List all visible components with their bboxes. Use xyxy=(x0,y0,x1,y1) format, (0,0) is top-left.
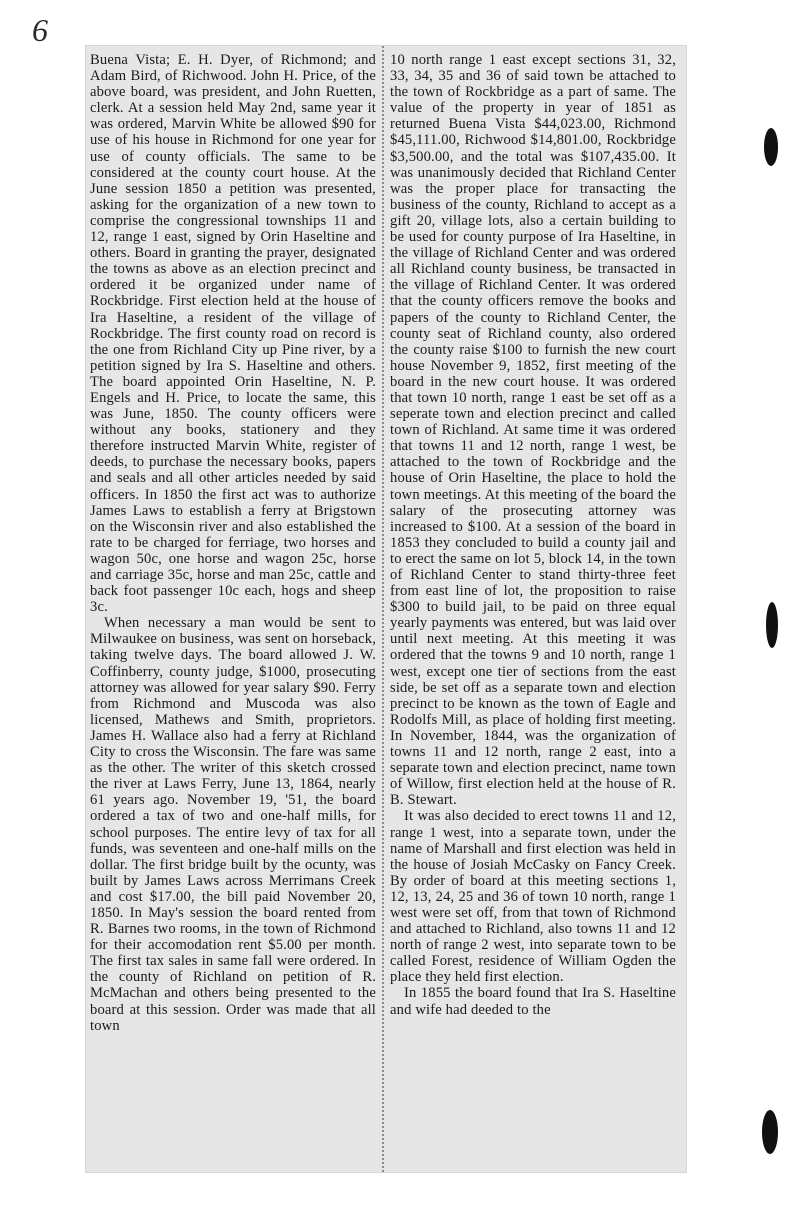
right-paragraph-1: 10 north range 1 east except sections 31, 32, 33, 34, 35 and 36 of said town be attached to the town of Rockbridge as a part of same. The value of the property in year of 1851 as returned Buena Vista $44,023.00, Richmond $45,111.00, Richwood $14,801.00, Rockbridge $3,500.00, and the total was $107,435.00. It was unanimously decided that Richland Center was the proper place for transacting the business of the county, Richland to accept as a gift 20, village lots, also a certain building to be used for county purpose of Ira Haseltine, in the village of Richland Center and was ordered all Richland county business, be transacted in the village of Richland Center. It was ordered that the county officers remove the books and papers of the county to Richland Center, the county seat of Richland county, also ordered the county raise $100 to furnish the new court house November 9, 1852, first meeting of the board in the new court house. It was ordered that town 10 north, range 1 east be set off as a seperate town and election precinct and called town of Richland. At same time it was ordered that towns 11 and 12 north, range 1 west, be attached to the town of Rockbridge and the house of Orin Haseltine, the place to hold the town meetings. At this meeting of the board the salary of the prosecuting attorney was increased to $100. At a session of the board in 1853 they concluded to build a county jail and to erect the same on lot 5, block 14, in the town of Richland Center to stand thirty-three feet from east line of lot, the proposition to raise $300 to build jail, to be paid on three equal yearly payments was entered, but was laid over until next meeting. At this meeting it was ordered that the towns 9 and 10 north, range 1 west, except one tier of sections from the east side, be set off as a separate town and election precinct to be known as the town of Eagle and Rodolfs Mill, as place of holding first meeting. In November, 1844, was the organization of towns 11 and 12 north, range 2 east, into a separate town and election precinct, name town of Willow, first election held at the house of R. B. Stewart. xyxy=(390,52,676,809)
left-paragraph-2: When necessary a man would be sent to Milwaukee on business, was sent on horseback, taking twelve days. The board allowed J. W. Coffinberry, county judge, $1000, prosecuting attorney was allowed for year salary $90. Ferry from Richmond and Muscoda was also licensed, Mathews and Smith, proprietors. James H. Wallace also had a ferry at Richland City to cross the Wisconsin. The fare was same as the other. The writer of this sketch crossed the river at Laws Ferry, June 13, 1864, nearly 61 years ago. November 19, '51, the board ordered a tax of two and one-half mills, for school purposes. The entire levy of tax for all funds, was seventeen and one-half mills on the dollar. The first bridge built by the ocunty, was built by James Laws across Merrimans Creek and cost $17.00, the bill paid November 20, 1850. In May's session the board rented from R. Barnes two rooms, in the town of Richmond for their accomodation rent $5.00 per month. The first tax sales in same fall were ordered. In the county of Richland on petition of R. McMachan and others being presented to the board at this session. Order was made that all town xyxy=(90,615,376,1034)
binder-hole-middle xyxy=(766,602,778,648)
newspaper-clipping xyxy=(86,46,686,1172)
binder-hole-top xyxy=(764,128,778,166)
binder-hole-bottom xyxy=(762,1110,778,1154)
left-column xyxy=(90,52,376,1034)
column-divider xyxy=(382,46,384,1172)
left-paragraph-1: Buena Vista; E. H. Dyer, of Richmond; and Adam Bird, of Richwood. John H. Price, of the above board, was president, and John Ruetten, clerk. At a session held May 2nd, same year it was ordered, Marvin White be allowed $90 for use of his house in Richmond for one year for use of county officials. The same to be considered at the county court house. At the June session 1850 a petition was presented, asking for the organization of a new town to comprise the congressional townships 11 and 12, range 1 east, signed by Orin Haseltine and others. Board in granting the prayer, designated the towns as above as an election precinct and ordered it be organized under name of Rockbridge. First election held at the house of Ira Haseltine, a resident of the village of Rockbridge. The first county road on record is the one from Richland City up Pine river, by a petition signed by Ira S. Haseltine and others. The board appointed Orin Haseltine, N. P. Engels and H. Price, to locate the same, this was June, 1850. The county officers were without any books, stationery and they therefore instructed Marvin White, register of deeds, to purchase the necessary books, papers and seals and all other articles needed by said officers. In 1850 the first act was to authorize James Laws to establish a ferry at Brigstown on the Wisconsin river and also established the rate to be charged for ferriage, two horses and wagon 50c, one horse and wagon 25c, horse and carriage 35c, horse and man 25c, cattle and back foot passenger 10c each, hogs and sheep 3c. xyxy=(90,52,376,616)
right-column xyxy=(390,52,676,1018)
right-paragraph-3: In 1855 the board found that Ira S. Haseltine and wife had deeded to the xyxy=(390,985,676,1018)
right-paragraph-2: It was also decided to erect towns 11 and 12, range 1 west, into a separate town, under the name of Marshall and first election was held in the house of Josiah McCasky on Fancy Creek. By order of board at this meeting sections 1, 12, 13, 24, 25 and 36 of town 10 north, range 1 west were set off, from that town of Richmond and attached to Richland, also towns 11 and 12 north of range 2 west, into separate town to be called Forest, residence of William Ogden the place they held first election. xyxy=(390,808,676,986)
page-number: 6 xyxy=(32,12,48,48)
